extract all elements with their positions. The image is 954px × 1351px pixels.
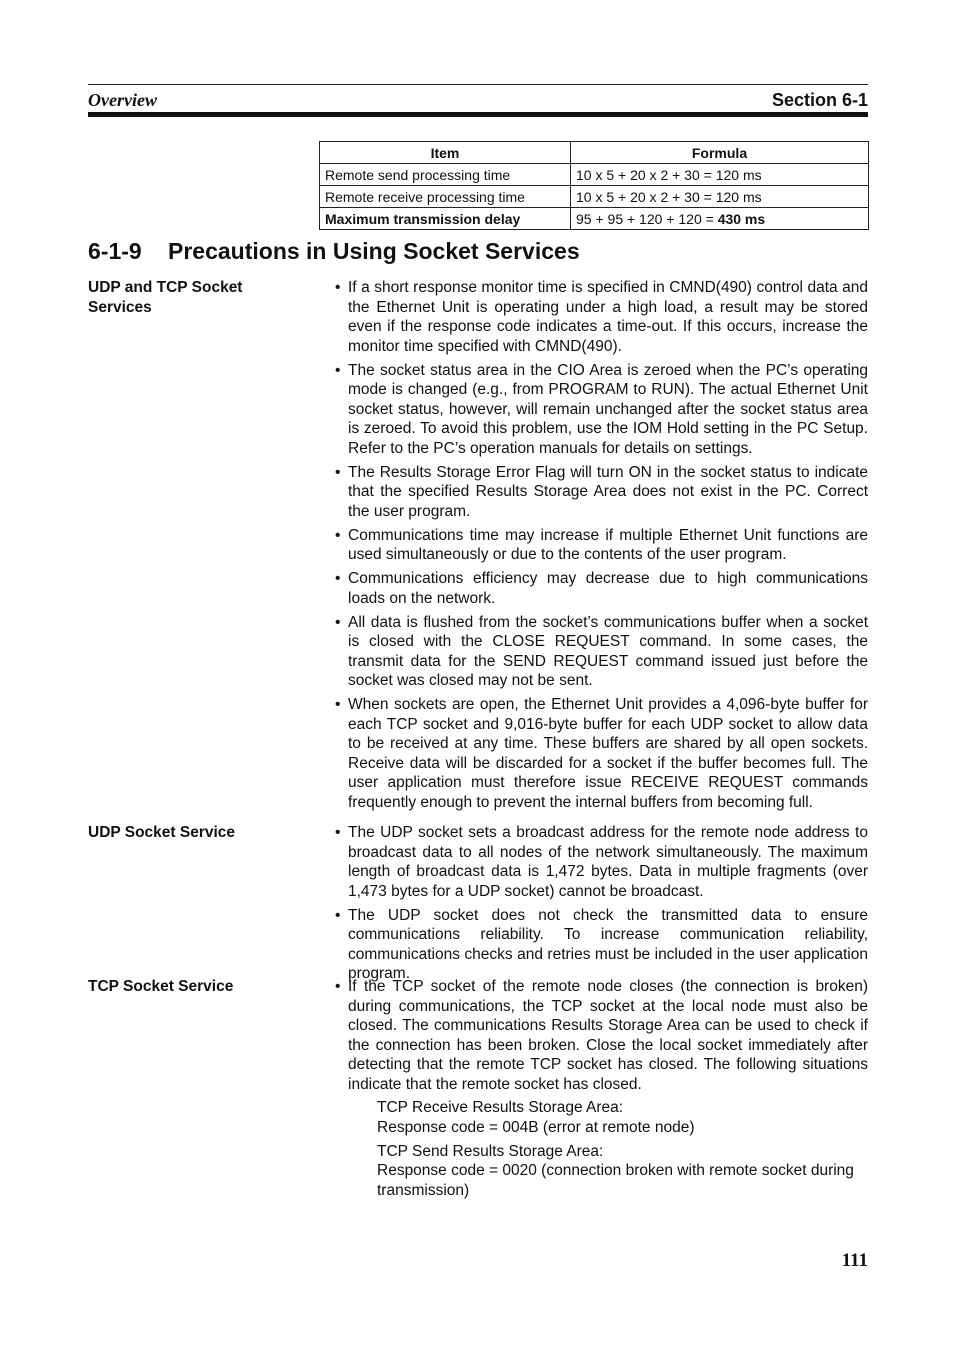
list-item: • The socket status area in the CIO Area is zeroed when the PC’s operating mode is changed (e.g., from PROGRAM to RUN). The actual Ethernet Unit socket status, however, will remain unchanged after the socket status area is zeroed. To avoid this problem, use the IOM Hold setting in the PC Setup. Refer to the PC’s operation manuals for details on settings. xyxy=(335,361,868,457)
list-item: • If the TCP socket of the remote node closes (the connection is broken) during communications, the TCP socket at the local node must also be closed. The communications Results Storage Area can be used to check if the connection has been broken. Close the local socket immediately after detecting that the remote TCP socket has closed. The following situations indicate that the remote socket has closed. xyxy=(335,978,868,1093)
section-number: 6-1-9 xyxy=(88,238,142,264)
page-header xyxy=(88,90,868,112)
udp-tcp-bullet-list xyxy=(335,278,868,817)
table-row xyxy=(320,208,869,230)
bullet-icon: • xyxy=(335,570,341,587)
list-item: • The UDP socket does not check the transmitted data to ensure communications reliability. To increase communication reliability, communications checks and retries must be included in the user application program. xyxy=(335,906,868,982)
table-cell-formula: 95 + 95 + 120 + 120 = 430 ms xyxy=(571,208,869,230)
header-section-label: Section 6-1 xyxy=(771,90,868,110)
list-item: • All data is flushed from the socket’s communications buffer when a socket is closed with the CLOSE REQUEST command. In some cases, the transmit data for the SEND REQUEST command issued just before the socket was closed may not be sent. xyxy=(335,613,868,689)
bullet-icon: • xyxy=(335,906,341,924)
delay-formula-table xyxy=(319,141,869,230)
bullet-icon: • xyxy=(335,361,341,379)
receive-area-note: TCP Receive Results Storage Area: Response code = 004B (error at remote node) xyxy=(377,1099,695,1136)
subhead-udp: UDP Socket Service xyxy=(88,824,236,841)
table-cell-formula: 10 x 5 + 20 x 2 + 30 = 120 ms xyxy=(571,164,869,186)
subhead-udp-tcp: UDP and TCP Socket Services xyxy=(88,279,243,316)
list-item: • The UDP socket sets a broadcast address for the remote node address to broadcast data to all nodes of the network simultaneously. The maximum length of broadcast data is 1,472 bytes. Data in multiple fragments (over 1,473 bytes for a UDP socket) cannot be broadcast. xyxy=(335,824,868,900)
bullet-icon: • xyxy=(335,279,341,296)
section-title xyxy=(88,238,580,265)
list-item: • Communications time may increase if multiple Ethernet Unit functions are used simultaneously or due to the contents of the user program. xyxy=(335,526,868,563)
table-cell-item: Maximum transmission delay xyxy=(320,208,571,230)
bullet-icon: • xyxy=(335,463,341,481)
bullet-icon: • xyxy=(335,526,341,544)
send-area-note: TCP Send Results Storage Area: Response code = 0020 (connection broken with remote socket during transmission) xyxy=(377,1142,854,1199)
table-header-row xyxy=(320,142,869,164)
udp-bullet-list xyxy=(335,823,868,988)
table-cell-item: Remote receive processing time xyxy=(320,186,571,208)
header-bottom-rule xyxy=(88,112,868,117)
formula-result: 430 ms xyxy=(717,210,766,227)
column-header-formula: Formula xyxy=(571,142,869,164)
page-number: 111 xyxy=(841,1250,868,1271)
bullet-icon: • xyxy=(335,978,341,995)
list-item: • Communications efficiency may decrease due to high communications loads on the network. xyxy=(335,570,868,607)
list-item: • When sockets are open, the Ethernet Unit provides a 4,096-byte buffer for each TCP socket and 9,016-byte buffer for each UDP socket to allow data to be received at any time. These buffers are shared by all open sockets. Receive data will be discarded for a socket if the buffer becomes full. The user application must therefore issue RECEIVE REQUEST commands frequently enough to prevent the internal buffers from becoming full. xyxy=(335,696,868,811)
bullet-icon: • xyxy=(335,824,341,841)
header-chapter-title: Overview xyxy=(88,90,157,110)
column-header-item: Item xyxy=(320,142,571,164)
tcp-closed-indicators xyxy=(377,1098,868,1205)
header-top-rule xyxy=(88,84,868,85)
bullet-icon: • xyxy=(335,613,341,631)
list-item: • The Results Storage Error Flag will turn ON in the socket status to indicate that the specified Results Storage Area does not exist in the PC. Correct the user program. xyxy=(335,463,868,520)
subhead-tcp: TCP Socket Service xyxy=(88,978,234,995)
table-row xyxy=(320,186,869,208)
list-item: • If a short response monitor time is specified in CMND(490) control data and the Ethernet Unit is operating under a high load, a result may be stored even if the response code indicates a time-out. If this occurs, increase the monitor time specified with CMND(490). xyxy=(335,279,868,355)
table-row xyxy=(320,164,869,186)
table-cell-item: Remote send processing time xyxy=(320,164,571,186)
section-title-text: Precautions in Using Socket Services xyxy=(168,238,580,264)
tcp-bullet-list xyxy=(335,977,868,1099)
table-cell-formula: 10 x 5 + 20 x 2 + 30 = 120 ms xyxy=(571,186,869,208)
bullet-icon: • xyxy=(335,696,341,713)
